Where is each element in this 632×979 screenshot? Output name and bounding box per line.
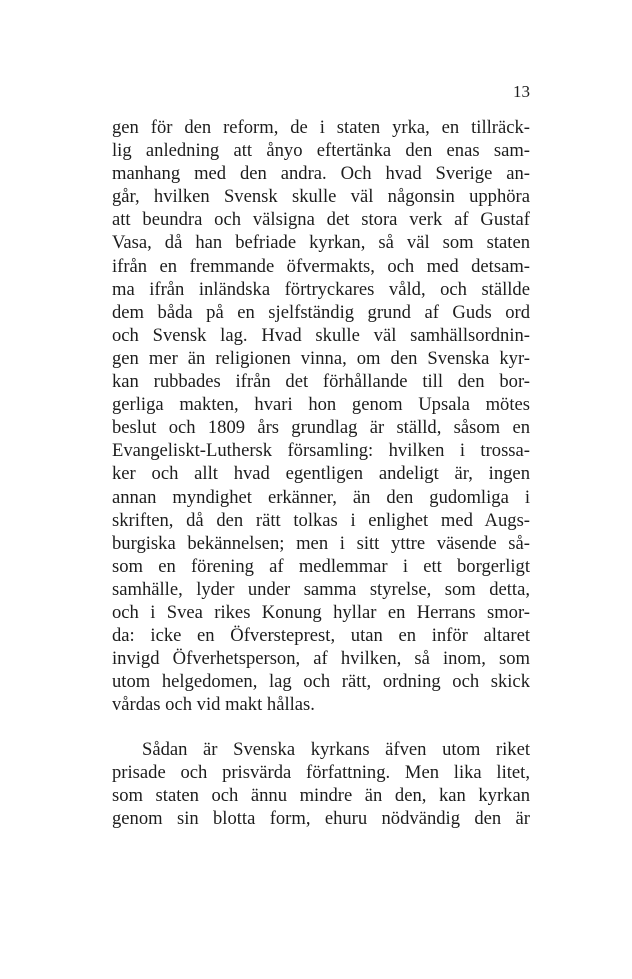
text-line: skriften, då den rätt tolkas i enlighet med Augs-: [112, 509, 530, 531]
text-line: som en förening af medlemmar i ett borgerligt: [112, 555, 530, 577]
text-line: dem båda på en sjelfständig grund af Guds ord: [112, 301, 530, 323]
text-line: och i Svea rikes Konung hyllar en Herrans smor-: [112, 601, 530, 623]
text-line: genom sin blotta form, ehuru nödvändig den är: [112, 808, 530, 830]
text-line: prisade och prisvärda författning. Men lika litet,: [112, 762, 530, 784]
text-line: lig anledning att ånyo eftertänka den enas sam-: [112, 140, 530, 162]
text-line: som staten och ännu mindre än den, kan kyrkan: [112, 785, 530, 807]
text-line: att beundra och välsigna det stora verk af Gustaf: [112, 209, 530, 231]
text-line: ifrån en fremmande öfvermakts, och med detsam-: [112, 255, 530, 277]
text-line: gen mer än religionen vinna, om den Svenska kyr-: [112, 347, 530, 369]
page-number: 13: [513, 82, 530, 101]
text-line: ker och allt hvad egentligen andeligt är, ingen: [112, 463, 530, 485]
text-line: vårdas och vid makt hållas.: [112, 694, 315, 716]
text-line: annan myndighet erkänner, än den gudomliga i: [112, 486, 530, 508]
text-line: Evangeliskt-Luthersk församling: hvilken i trossa-: [112, 440, 530, 462]
text-line: gen för den reform, de i staten yrka, en tillräck-: [112, 117, 530, 138]
paragraph-1: [112, 116, 530, 716]
text-line: invigd Öfverhetsperson, af hvilken, så inom, som: [112, 648, 530, 670]
text-line: burgiska bekännelsen; men i sitt yttre väsende så-: [112, 532, 530, 554]
text-line: utom helgedomen, lag och rätt, ordning och skick: [112, 671, 530, 693]
text-line: ma ifrån inländska förtryckares våld, och ställde: [112, 278, 530, 300]
text-line: går, hvilken Svensk skulle väl någonsin upphöra: [112, 186, 530, 208]
text-line: gerliga makten, hvari hon genom Upsala mötes: [112, 394, 530, 416]
text-line: samhälle, lyder under samma styrelse, som detta,: [112, 578, 530, 600]
text-line: Vasa, då han befriade kyrkan, så väl som staten: [112, 232, 530, 254]
text-line: manhang med den andra. Och hvad Sverige an-: [112, 163, 530, 185]
text-line: och Svensk lag. Hvad skulle väl samhällsordnin-: [112, 324, 530, 346]
text-line: beslut och 1809 års grundlag är ställd, såsom en: [112, 417, 530, 439]
paragraph-2: [112, 738, 530, 830]
text-line: da: icke en Öfversteprest, utan en inför altaret: [112, 625, 530, 647]
text-line: Sådan är Svenska kyrkans äfven utom riket: [142, 739, 530, 760]
text-line: kan rubbades ifrån det förhållande till den bor-: [112, 371, 530, 393]
